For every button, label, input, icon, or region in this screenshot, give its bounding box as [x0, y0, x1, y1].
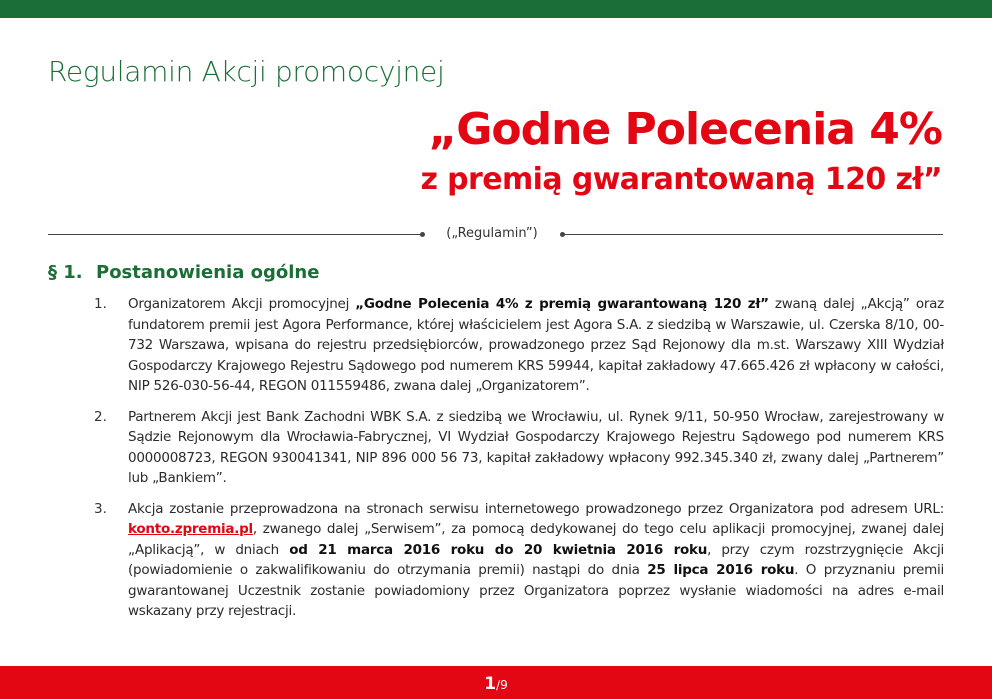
date-range-bold: od 21 marca 2016 roku do 20 kwietnia 2016 roku [289, 541, 708, 558]
text-segment: Organizatorem Akcji promocyjnej [128, 296, 356, 312]
item-text [128, 499, 944, 622]
promotion-title: „Godne Polecenia 4% [428, 104, 942, 155]
page-total: /9 [496, 678, 508, 692]
resolution-date-bold: 25 lipca 2016 roku [647, 562, 795, 578]
item-number: 1. [94, 296, 107, 312]
page-number [0, 674, 992, 694]
section-heading [48, 262, 319, 283]
divider-line-left [48, 234, 420, 235]
list-item [94, 407, 944, 489]
text-segment: , przy czym rozstrzygnięcie Akcji (powiadomienie o zakwalifikowaniu do otrzymania premii) nastąpi do dnia [128, 541, 944, 578]
page-current: 1 [484, 674, 497, 694]
item-number: 2. [94, 408, 107, 425]
list-item [94, 294, 944, 397]
divider-line-right [563, 234, 943, 235]
top-green-bar [0, 0, 992, 18]
section-number: § 1. [48, 262, 83, 283]
text-segment: . O przyznaniu premii gwarantowanej Uczestnik zostanie powiadomiony przez Organizatora poprzez wysłanie wiadomości na adres e-mail wskazany przy rejestracji. [128, 562, 945, 619]
item-text [128, 294, 944, 397]
item-number: 3. [94, 500, 107, 517]
divider-label: („Regulamin”) [446, 226, 538, 241]
document-title: Regulamin Akcji promocyjnej [48, 55, 445, 88]
list-item [94, 499, 944, 622]
promotion-name-bold: „Godne Polecenia 4% z premią gwarantowaną 120 zł” [355, 296, 769, 312]
item-text: Partnerem Akcji jest Bank Zachodni WBK S.A. z siedzibą we Wrocławiu, ul. Rynek 9/11, 50-950 Wrocław, zarejestrowany w Sądzie Rejonowym dla Wrocławia-Fabrycznej, VI Wydział Gospodarczy Krajowego Rejestru Sądowego pod numerem KRS 0000008723, REGON 930041341, NIP 896 000 56 73, kapitał zakładowy wpłacony 992.345.340 zł, zwany dalej „Partnerem” lub „Bankiem”. [128, 408, 944, 486]
text-segment: , zwanego dalej „Serwisem”, za pomocą dedykowanej do tego celu aplikacji promocyjnej, zwanej dalej „Aplikacją”, w dniach [128, 521, 944, 558]
section-title: Postanowienia ogólne [96, 262, 320, 283]
footer-red-bar [0, 666, 992, 699]
service-url-link[interactable]: konto.zpremia.pl [128, 521, 253, 537]
divider-dot-left [420, 232, 425, 237]
text-segment: Akcja zostanie przeprowadzona na stronach serwisu internetowego prowadzonego przez Organizatora pod adresem URL: [128, 500, 944, 517]
title-divider [48, 226, 943, 242]
promotion-subtitle: z premią gwarantowaną 120 zł” [420, 162, 942, 197]
text-segment: zwaną dalej „Akcją” oraz fundatorem premii jest Agora Performance, której właścicielem jest Agora S.A. z siedzibą w Warszawie, ul. Czerska 8/10, 00-732 Warszawa, wpisana do rejestru przedsiębiorców, prowadzonego przez Sąd Rejonowy dla m.st. Warszawy XIII Wydział Gospodarczy Krajowego Rejestru Sądowego pod numerem KRS 59944, kapitał zakładowy 47.665.426 zł wpłacony w całości, NIP 526-030-56-44, REGON 011559486, zwana dalej „Organizatorem”. [128, 296, 945, 394]
provisions-list [94, 294, 944, 632]
